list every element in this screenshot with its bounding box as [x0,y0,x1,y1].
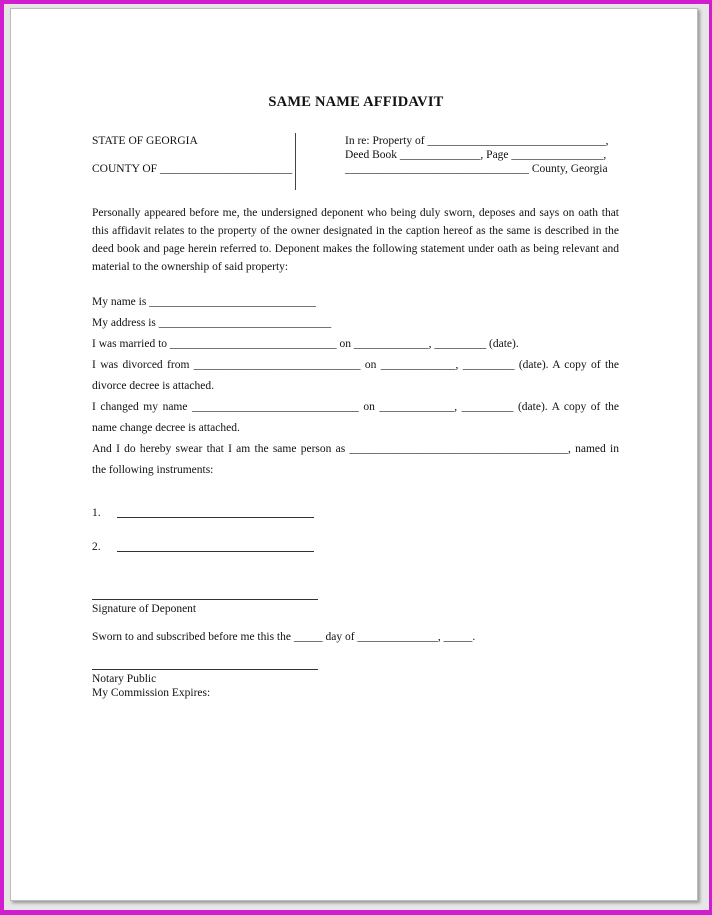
intro-paragraph: Personally appeared before me, the undersigned deponent who being duly sworn, deposes and says on oath that this affidavit relates to the property of the owner designated in the caption hereof as the same is described in the deed book and page herein referred to. Deponent makes the following statement under oath as being relevant and material to the ownership of said property: [92,207,619,273]
instrument-1-number: 1. [92,507,101,519]
divorced-statement: I was divorced from _____________________________ on _____________, _________ (date). A copy of the [92,359,619,371]
notary-label: Notary Public [92,673,157,685]
married-statement: I was married to _____________________________ on _____________, _________ (date). [92,338,519,350]
instrument-2-line [117,551,314,552]
divorced-statement-cont: divorce decree is attached. [92,380,214,392]
signature-line [92,599,318,600]
signature-label: Signature of Deponent [92,603,197,615]
commission-label: My Commission Expires: [92,687,211,699]
name-statement: My name is _____________________________ [92,296,316,308]
address-statement: My address is ______________________________ [92,317,332,329]
deed-book-field: Deed Book ______________, Page ________________, [345,149,607,161]
document-title: SAME NAME AFFIDAVIT [268,94,444,110]
instrument-1-line [117,517,314,518]
swear-statement-cont: the following instruments: [92,464,214,476]
swear-statement: And I do hereby swear that I am the same person as ______________________________________, named in [92,443,619,455]
state-label: STATE OF GEORGIA [92,135,198,147]
instrument-2-number: 2. [92,541,101,553]
county-field: COUNTY OF _______________________ [92,163,293,175]
county-georgia-field: ________________________________ County, Georgia [345,163,608,175]
name-change-statement: I changed my name _____________________________ on _____________, _________ (date). A copy of the [92,401,619,413]
property-field: In re: Property of _______________________________, [345,135,609,147]
name-change-statement-cont: name change decree is attached. [92,422,240,434]
notary-signature-line [92,669,318,670]
caption-divider [295,133,296,190]
sworn-statement: Sworn to and subscribed before me this the _____ day of ______________, _____. [92,631,476,643]
